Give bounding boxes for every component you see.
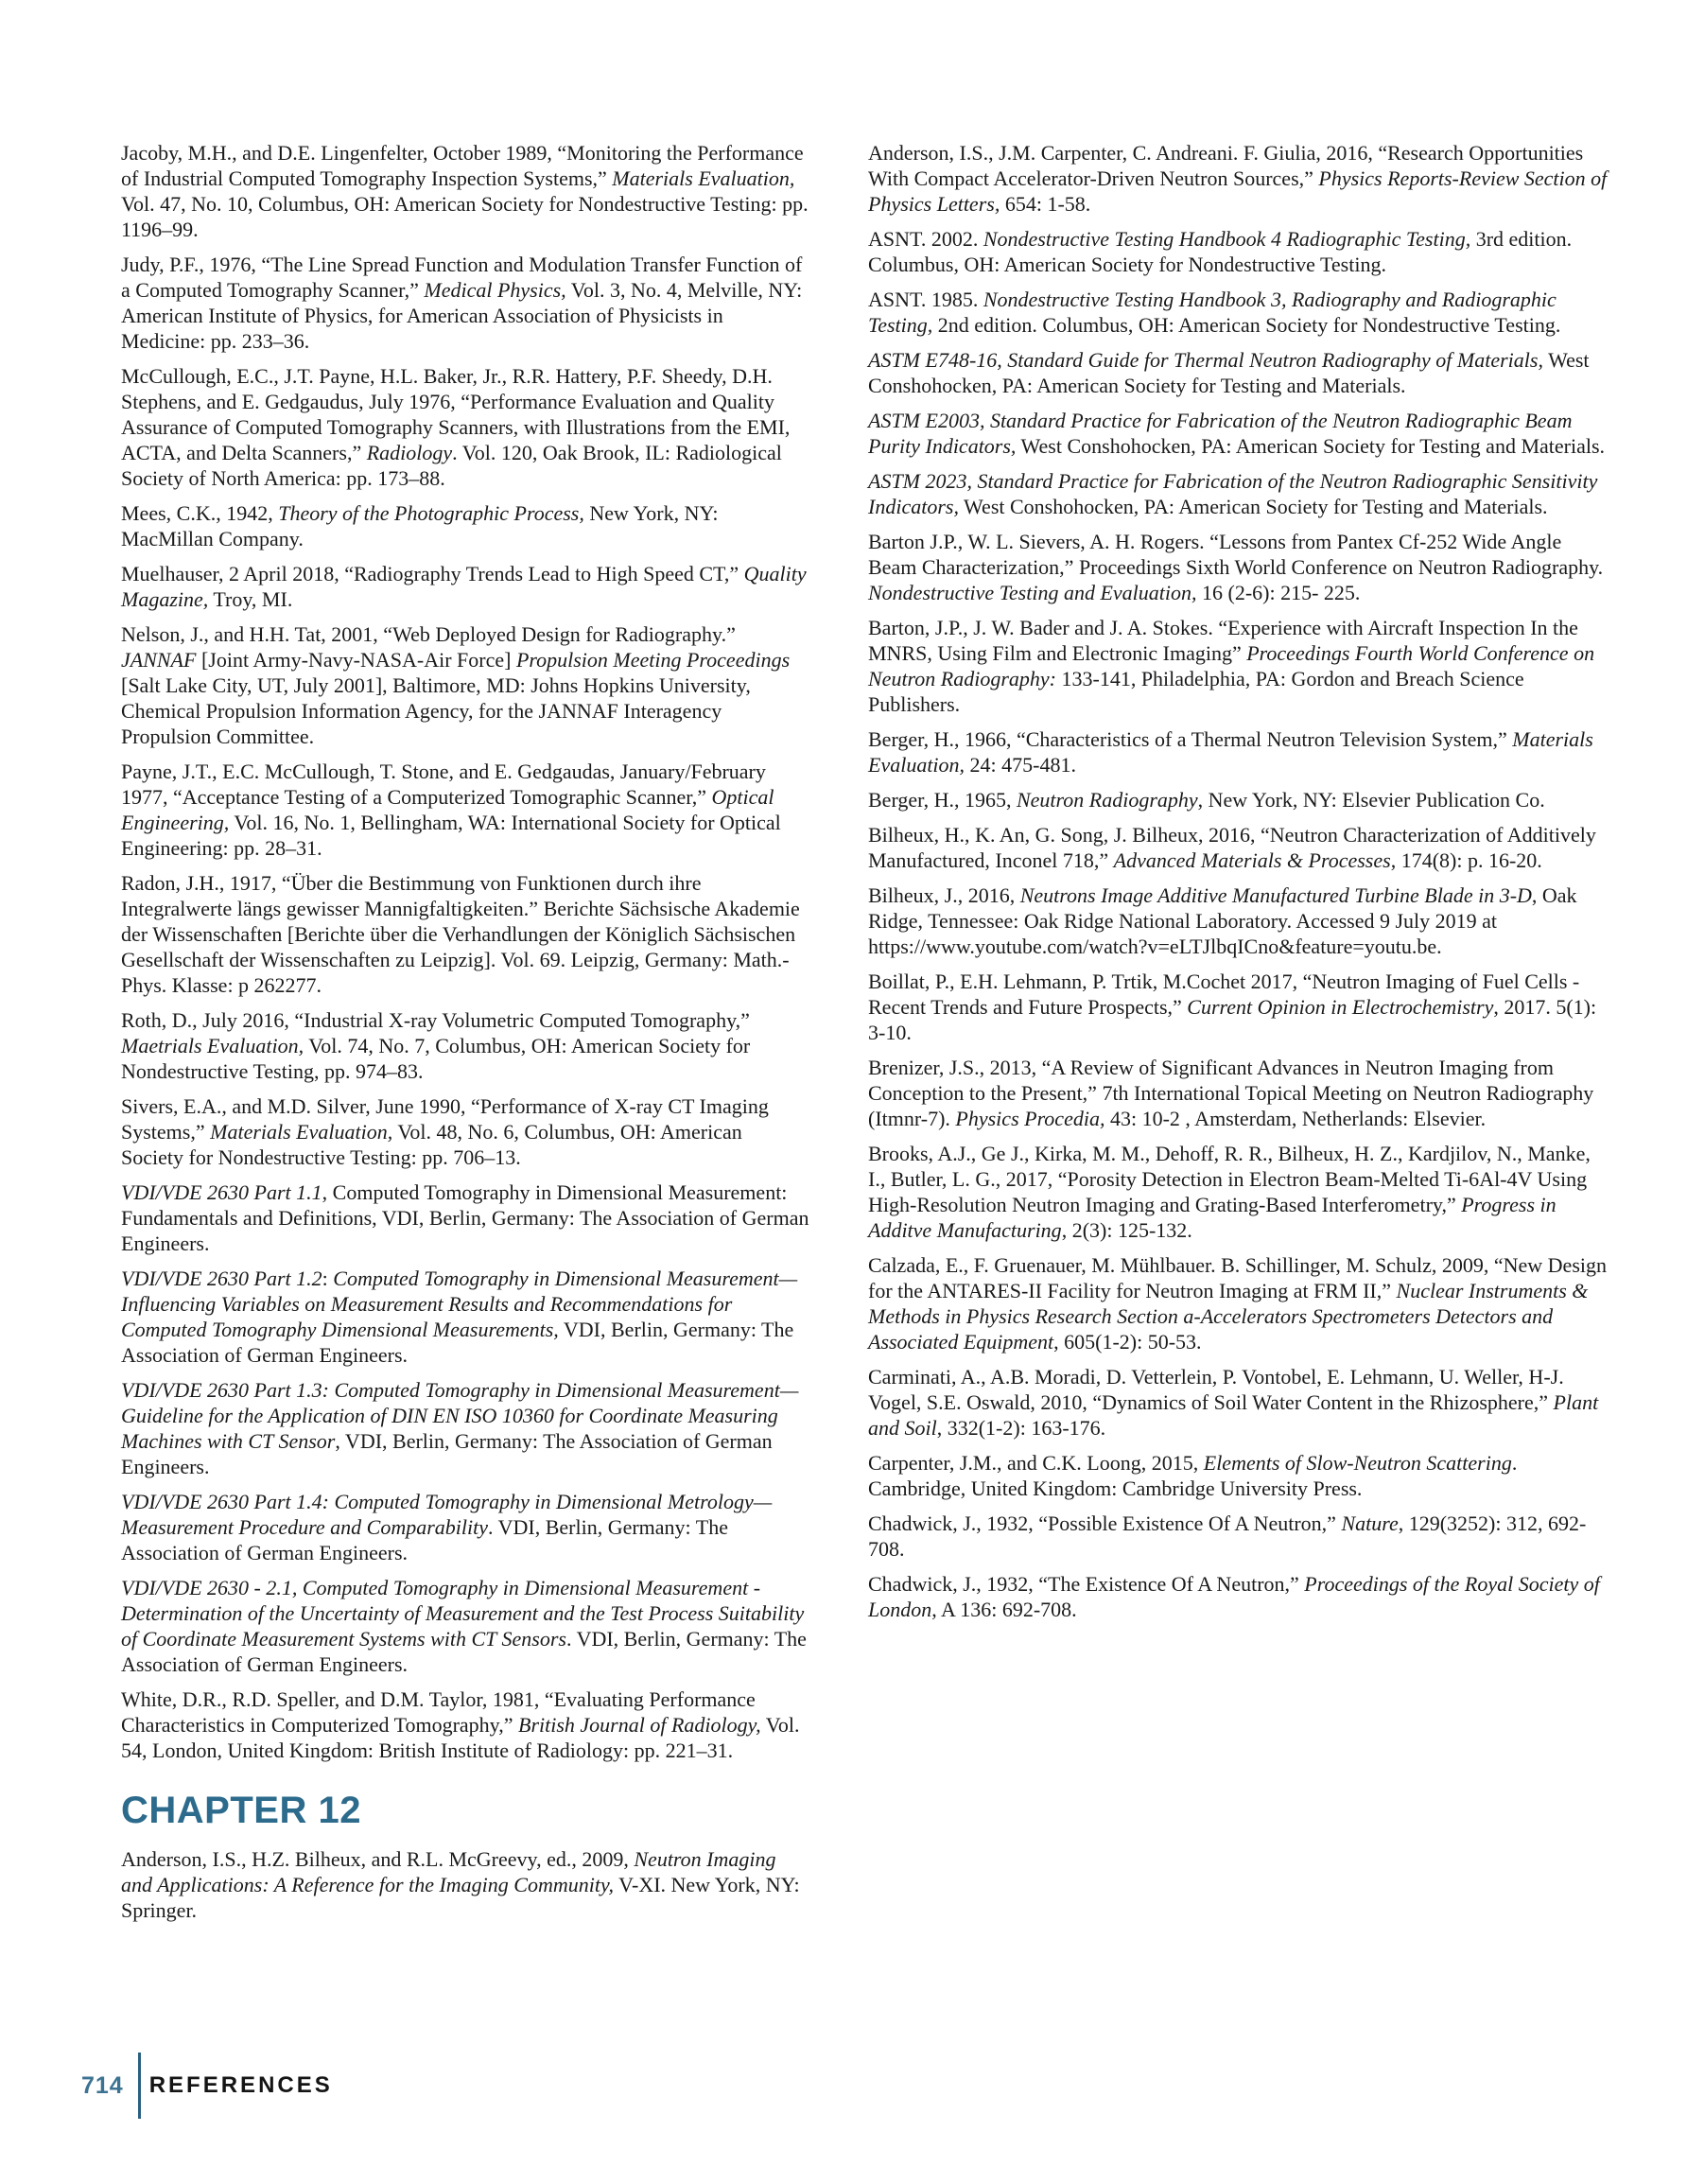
reference-italic-segment: Maetrials Evaluation, (121, 1034, 304, 1057)
reference-entry (121, 500, 809, 551)
reference-segment: Roth, D., July 2016, “Industrial X-ray Volumetric Computed Tomography,” (121, 1008, 750, 1032)
reference-segment: Bilheux, H., K. An, G. Song, J. Bilheux, 2016, “Neutron Characterization of Additively Manufactured, Inconel 718,” (868, 823, 1596, 872)
reference-segment: Berger, H., 1965, (868, 788, 1017, 812)
reference-entry (868, 882, 1611, 959)
reference-entry (121, 561, 809, 612)
reference-italic-segment: VDI/VDE 2630 Part 1.1 (121, 1180, 322, 1204)
reference-segment: Vol. 16, No. 1, Bellingham, WA: International Society for Optical Engineering: pp. 28–31. (121, 811, 781, 860)
reference-entry (121, 1007, 809, 1084)
reference-italic-segment: Neutrons Image Additive Manufactured Turbine Blade in 3-D (1019, 883, 1532, 907)
reference-segment: Vol. 3, No. 4, Melville, NY: American Institute of Physics, for American Association of Physicists in Medicine: pp. 233–36. (121, 278, 803, 353)
reference-segment: , 129(3252): 312, 692-708. (868, 1511, 1587, 1561)
reference-segment: 16 (2-6): 215- 225. (1196, 581, 1361, 604)
reference-italic-segment: ASTM E2003, Standard Practice for Fabrication of the Neutron Radiographic Beam Purity Indicators, (868, 409, 1573, 458)
reference-italic-segment: Nature (1341, 1511, 1399, 1535)
reference-italic-segment: Materials Evaluation, (868, 727, 1593, 777)
reference-segment: . VDI, Berlin, Germany: The Association of German Engineers. (121, 1627, 807, 1676)
reference-entry (868, 1055, 1611, 1131)
reference-segment: Mees, C.K., 1942, (121, 501, 279, 525)
reference-segment: ASNT. 2002. (868, 227, 983, 251)
reference-entry (868, 1450, 1611, 1501)
reference-segment: Calzada, E., F. Gruenauer, M. Mühlbauer. B. Schillinger, M. Schulz, 2009, “New Design for the ANTARES-II Facility for Neutron Imaging at FRM II,” (868, 1253, 1607, 1302)
reference-entry (121, 759, 809, 861)
reference-entry (868, 1511, 1611, 1562)
reference-italic-segment: Advanced Materials & Processes (1113, 848, 1391, 872)
reference-segment: Troy, MI. (208, 587, 293, 611)
reference-italic-segment: Propulsion Meeting Proceedings (515, 648, 791, 672)
reference-segment: VDI, Berlin, Germany: The Association of German Engineers. (121, 1318, 794, 1367)
reference-segment: 654: 1-58. (1000, 192, 1091, 216)
reference-italic-segment: Physics Reports-Review Section of Physics Letters, (868, 166, 1608, 216)
reference-segment: , 174(8): p. 16-20. (1390, 848, 1542, 872)
reference-segment: Anderson, I.S., H.Z. Bilheux, and R.L. McGreevy, ed., 2009, (121, 1847, 635, 1871)
reference-segment: West Conshohocken, PA: American Society for Testing and Materials. (958, 495, 1548, 518)
reference-segment: , Computed Tomography in Dimensional Measurement: Fundamentals and Definitions, VDI, Berlin, Germany: The Association of German Engineers. (121, 1180, 809, 1255)
reference-segment: Carminati, A., A.B. Moradi, D. Vetterlein, P. Vontobel, E. Lehmann, U. Weller, H-J. Vogel, S.E. Oswald, 2010, “Dynamics of Soil Water Content in the Rhizosphere,” (868, 1365, 1564, 1414)
reference-entry (121, 621, 809, 749)
reference-italic-segment: Radiology (366, 441, 453, 464)
reference-italic-segment: VDI/VDE 2630 Part 1.3: Computed Tomography in Dimensional Measurement—Guideline for the Application of DIN EN ISO 10360 for Coordinate Measuring Machines with CT Sensor (121, 1378, 799, 1453)
reference-segment: ASNT. 1985. (868, 288, 983, 311)
reference-segment: Muelhauser, 2 April 2018, “Radiography Trends Lead to High Speed CT,” (121, 562, 744, 585)
reference-entry (868, 1571, 1611, 1622)
reference-segment: Bilheux, J., 2016, (868, 883, 1020, 907)
reference-segment: 133-141, Philadelphia, PA: Gordon and Breach Science Publishers. (868, 667, 1524, 716)
reference-italic-segment: Current Opinion in Electrochemistry (1187, 995, 1494, 1019)
reference-segment: Berger, H., 1966, “Characteristics of a Thermal Neutron Television System,” (868, 727, 1513, 751)
reference-italic-segment: Computed Tomography in Dimensional Measurement—Influencing Variables on Measurement Results and Recommendations for Computed Tomography Dimensional Measurements, (121, 1267, 798, 1341)
reference-entry (868, 615, 1611, 717)
reference-entry (868, 822, 1611, 873)
reference-segment: , Oak Ridge, Tennessee: Oak Ridge National Laboratory. Accessed 9 July 2019 at https://www.youtube.com/watch?v=eLTJlbqICno&feature=youtu.be. (868, 883, 1577, 958)
reference-segment: . Cambridge, United Kingdom: Cambridge University Press. (868, 1451, 1518, 1500)
reference-segment: Vol. 48, No. 6, Columbus, OH: American Society for Nondestructive Testing: pp. 706–13. (121, 1120, 742, 1169)
reference-italic-segment: VDI/VDE 2630 Part 1.2 (121, 1267, 322, 1290)
reference-italic-segment: Optical Engineering, (121, 785, 774, 834)
reference-italic-segment: Nondestructive Testing Handbook 4 Radiographic Testing, (983, 227, 1471, 251)
reference-segment: Vol. 54, London, United Kingdom: British Institute of Radiology: pp. 221–31. (121, 1713, 800, 1762)
reference-italic-segment: Nondestructive Testing and Evaluation, (868, 581, 1197, 604)
reference-segment: Jacoby, M.H., and D.E. Lingenfelter, October 1989, “Monitoring the Performance of Industrial Computed Tomography Inspection Systems,” (121, 141, 804, 190)
reference-segment: V-XI. New York, NY: Springer. (121, 1873, 800, 1922)
reference-entry (121, 1575, 809, 1677)
reference-italic-segment: JANNAF (121, 648, 197, 672)
reference-entry (868, 408, 1611, 459)
reference-segment: Vol. 47, No. 10, Columbus, OH: American Society for Nondestructive Testing: pp. 1196–99. (121, 192, 809, 241)
reference-segment: , 605(1-2): 50-53. (1053, 1330, 1202, 1354)
reference-entry (121, 1377, 809, 1479)
reference-entry (868, 1141, 1611, 1243)
reference-segment: Barton J.P., W. L. Sievers, A. H. Rogers. “Lessons from Pantex Cf-252 Wide Angle Beam Characterization,” Proceedings Sixth World Conference on Neutron Radiography. (868, 530, 1604, 579)
reference-segment: 2nd edition. Columbus, OH: American Society for Nondestructive Testing. (932, 313, 1561, 337)
reference-segment: , A 136: 692-708. (931, 1598, 1077, 1621)
reference-segment: Vol. 74, No. 7, Columbus, OH: American Society for Nondestructive Testing, pp. 974–83. (121, 1034, 751, 1083)
reference-segment: Radon, J.H., 1917, “Über die Bestimmung von Funktionen durch ihre Integralwerte längs gewisser Mannigfaltigkeiten.” Berichte Sächsische Akademie der Wissenschaften [Berichte über die Verhandlungen der Königlich Sächsischen Gesellschaft der Wissenschaften zu Leipzig]. Vol. 69. Leipzig, Germany: Math.-Phys. Klasse: p 262277. (121, 871, 800, 997)
reference-italic-segment: ASTM 2023, Standard Practice for Fabrication of the Neutron Radiographic Sensitivity Indicators, (868, 469, 1598, 518)
reference-segment: . Vol. 120, Oak Brook, IL: Radiological Society of North America: pp. 173–88. (121, 441, 782, 490)
reference-segment: , VDI, Berlin, Germany: The Association of German Engineers. (121, 1429, 773, 1478)
reference-segment: Sivers, E.A., and M.D. Silver, June 1990, “Performance of X-ray CT Imaging Systems,” (121, 1094, 769, 1144)
reference-italic-segment: Theory of the Photographic Process, (278, 501, 584, 525)
reference-entry (868, 347, 1611, 398)
reference-italic-segment: VDI/VDE 2630 Part 1.4: Computed Tomography in Dimensional Metrology—Measurement Procedure and Comparability (121, 1490, 773, 1539)
reference-segment: [Joint Army-Navy-NASA-Air Force] (196, 648, 516, 672)
reference-segment: 3rd edition. Columbus, OH: American Society for Nondestructive Testing. (868, 227, 1573, 276)
reference-entry (121, 1179, 809, 1256)
reference-segment: . VDI, Berlin, Germany: The Association of German Engineers. (121, 1515, 728, 1564)
reference-segment: , 332(1-2): 163-176. (936, 1416, 1106, 1440)
reference-italic-segment: Quality Magazine, (121, 562, 807, 611)
reference-segment: Chadwick, J., 1932, “The Existence Of A Neutron,” (868, 1572, 1305, 1596)
section-label: REFERENCES (148, 2072, 333, 2098)
reference-italic-segment: Nondestructive Testing Handbook 3, Radiography and Radiographic Testing, (868, 288, 1557, 337)
reference-segment: White, D.R., R.D. Speller, and D.M. Taylor, 1981, “Evaluating Performance Characteristics in Computerized Tomography,” (121, 1687, 756, 1737)
reference-italic-segment: Materials Evaluation, (210, 1120, 393, 1144)
reference-segment: West Conshohocken, PA: American Society for Testing and Materials. (868, 348, 1590, 397)
reference-entry (121, 870, 809, 998)
reference-segment: Carpenter, J.M., and C.K. Loong, 2015, (868, 1451, 1204, 1475)
reference-segment: [Salt Lake City, UT, July 2001], Baltimore, MD: Johns Hopkins University, Chemical Propulsion Information Agency, for the JANNAF Interagency Propulsion Committee. (121, 673, 751, 748)
reference-entry (868, 969, 1611, 1045)
reference-italic-segment: Nuclear Instruments & Methods in Physics Research Section a-Accelerators Spectrometers Detectors and Associated Equipment (868, 1279, 1589, 1354)
page-number: 714 (81, 2071, 124, 2099)
reference-segment: McCullough, E.C., J.T. Payne, H.L. Baker, Jr., R.R. Hattery, P.F. Sheedy, D.H. Stephens, and E. Gedgaudus, July 1976, “Performance Evaluation and Quality Assurance of Computed Tomography Scanners, with Illustrations from the EMI, ACTA, and Delta Scanners,” (121, 364, 791, 464)
references-column-left (121, 140, 809, 1932)
reference-entry (868, 287, 1611, 338)
reference-segment: : (322, 1267, 334, 1290)
reference-italic-segment: Elements of Slow-Neutron Scattering (1203, 1451, 1512, 1475)
reference-italic-segment: British Journal of Radiology, (518, 1713, 761, 1737)
reference-segment: Chadwick, J., 1932, “Possible Existence Of A Neutron,” (868, 1511, 1342, 1535)
reference-italic-segment: VDI/VDE 2630 - 2.1, Computed Tomography in Dimensional Measurement - Determination of the Uncertainty of Measurement and the Test Process Suitability of Coordinate Measurement Systems with CT Sensors (121, 1576, 805, 1651)
reference-segment: Brooks, A.J., Ge J., Kirka, M. M., Dehoff, R. R., Bilheux, H. Z., Kardjilov, N., Manke, I., Butler, L. G., 2017, “Porosity Detection in Electron Beam-Melted Ti-6Al-4V Using High-Resolution Neutron Imaging and Grating-Based Interferometry,” (868, 1142, 1591, 1216)
reference-entry (868, 140, 1611, 217)
reference-italic-segment: Physics Procedia, (955, 1107, 1105, 1130)
reference-italic-segment: Plant and Soil (868, 1390, 1599, 1440)
reference-italic-segment: Proceedings of the Royal Society of London (868, 1572, 1600, 1621)
reference-italic-segment: Progress in Additve Manufacturing (868, 1193, 1557, 1242)
reference-segment: Brenizer, J.S., 2013, “A Review of Significant Advances in Neutron Imaging from Conception to the Present,” 7th International Topical Meeting on Neutron Radiography (Itmnr-7). (868, 1056, 1594, 1130)
reference-segment: Boillat, P., E.H. Lehmann, P. Trtik, M.Cochet 2017, “Neutron Imaging of Fuel Cells - Recent Trends and Future Prospects,” (868, 970, 1580, 1019)
reference-segment: Barton, J.P., J. W. Bader and J. A. Stokes. “Experience with Aircraft Inspection In the MNRS, Using Film and Electronic Imaging” (868, 616, 1578, 665)
reference-italic-segment: Medical Physics, (424, 278, 566, 302)
footer-divider (138, 2053, 141, 2119)
references-column-right (868, 140, 1611, 1632)
reference-entry (868, 1364, 1611, 1441)
reference-segment: , 2(3): 125-132. (1061, 1218, 1192, 1242)
page-footer (81, 2053, 333, 2119)
reference-entry (868, 468, 1611, 519)
reference-entry (121, 252, 809, 354)
reference-italic-segment: ASTM E748-16, Standard Guide for Thermal Neutron Radiography of Materials, (868, 348, 1543, 372)
reference-entry (121, 1846, 809, 1923)
reference-segment: , New York, NY: Elsevier Publication Co. (1197, 788, 1545, 812)
reference-entry (868, 226, 1611, 277)
reference-entry (121, 1266, 809, 1368)
reference-segment: West Conshohocken, PA: American Society for Testing and Materials. (1016, 434, 1606, 458)
reference-entry (868, 726, 1611, 778)
reference-entry (868, 529, 1611, 605)
reference-entry (868, 787, 1611, 812)
reference-segment: Anderson, I.S., J.M. Carpenter, C. Andreani. F. Giulia, 2016, “Research Opportunities With Compact Accelerator-Driven Neutron Sources,” (868, 141, 1584, 190)
reference-segment: Nelson, J., and H.H. Tat, 2001, “Web Deployed Design for Radiography.” (121, 622, 736, 646)
reference-entry (121, 1489, 809, 1565)
reference-entry (121, 1686, 809, 1763)
reference-entry (121, 363, 809, 491)
reference-segment: , 2017. 5(1): 3-10. (868, 995, 1597, 1044)
reference-italic-segment: Neutron Radiography (1016, 788, 1198, 812)
reference-italic-segment: Proceedings Fourth World Conference on Neutron Radiography: (868, 641, 1595, 690)
reference-segment: New York, NY: MacMillan Company. (121, 501, 719, 550)
reference-entry (121, 1093, 809, 1170)
reference-italic-segment: Materials Evaluation, (612, 166, 795, 190)
reference-segment: 43: 10-2 , Amsterdam, Netherlands: Elsevier. (1104, 1107, 1487, 1130)
reference-segment: 24: 475-481. (965, 753, 1076, 777)
chapter-heading: CHAPTER 12 (121, 1790, 361, 1831)
reference-entry (868, 1252, 1611, 1354)
reference-entry (121, 140, 809, 242)
reference-segment: Judy, P.F., 1976, “The Line Spread Function and Modulation Transfer Function of a Computed Tomography Scanner,” (121, 253, 803, 302)
reference-italic-segment: Neutron Imaging and Applications: A Reference for the Imaging Community, (121, 1847, 776, 1896)
reference-segment: Payne, J.T., E.C. McCullough, T. Stone, and E. Gedgaudas, January/February 1977, “Acceptance Testing of a Computerized Tomographic Scanner,” (121, 760, 766, 809)
